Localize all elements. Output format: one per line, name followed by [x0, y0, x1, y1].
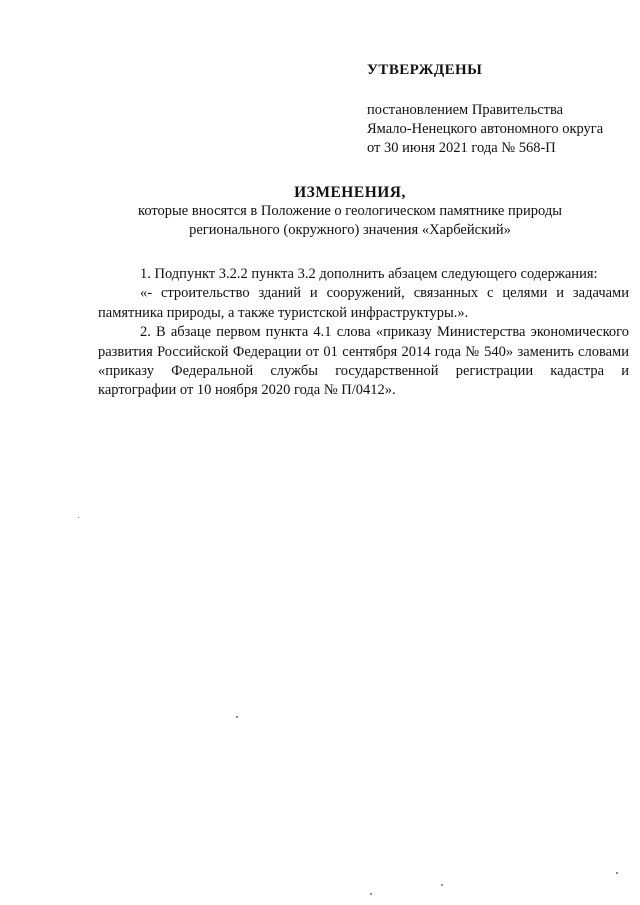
- scan-speck: [78, 517, 79, 518]
- approval-line: Ямало-Ненецкого автономного округа: [367, 121, 604, 137]
- document-subtitle-line: регионального (окружного) значения «Харбейский»: [189, 222, 511, 238]
- scan-speck: [441, 884, 443, 886]
- body-paragraph: 1. Подпункт 3.2.2 пункта 3.2 дополнить абзацем следующего содержания:: [140, 266, 598, 282]
- document-subtitle-line: которые вносятся в Положение о геологическом памятнике природы: [138, 203, 562, 219]
- document-title: ИЗМЕНЕНИЯ,: [294, 184, 406, 201]
- document-title-block: [40, 183, 630, 240]
- scan-speck: [370, 893, 372, 895]
- scan-speck: [616, 872, 618, 874]
- approval-heading: УТВЕРЖДЕНЫ: [367, 62, 483, 78]
- approval-line: от 30 июня 2021 года № 568-П: [367, 140, 556, 156]
- approval-stamp-block: [367, 61, 629, 158]
- document-body: [98, 265, 629, 401]
- body-paragraph: «- строительство зданий и сооружений, связанных с целями и задачами памятника природы, а также туристской инфраструктуры.».: [98, 285, 629, 321]
- body-paragraph: 2. В абзаце первом пункта 4.1 слова «приказу Министерства экономического развития Российской Федерации от 01 сентября 2014 года № 540» заменить словами «приказу Федеральной службы государственной регистрации кадастра и картографии от 10 ноября 2020 года № П/0412».: [98, 324, 629, 399]
- approval-line: постановлением Правительства: [367, 102, 564, 118]
- scan-speck: [236, 716, 238, 718]
